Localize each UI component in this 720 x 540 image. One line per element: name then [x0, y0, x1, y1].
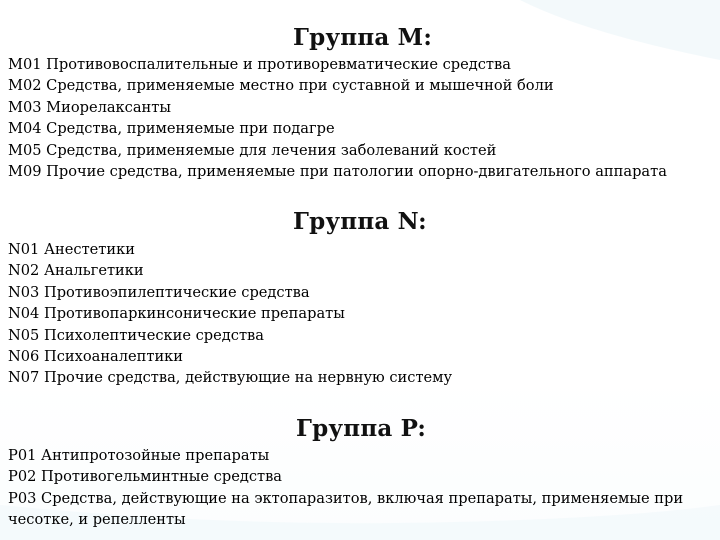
group-n-list	[8, 239, 452, 389]
list-item: N01 Анестетики	[8, 241, 135, 258]
list-item: N07 Прочие средства, действующие на нервную систему	[8, 369, 453, 387]
list-item: M04 Средства, применяемые при подагре	[8, 120, 335, 138]
list-item: N05 Психолептические средства	[8, 326, 264, 344]
list-item: N04 Противопаркинсонические препараты	[8, 305, 345, 323]
list-item: M09 Прочие средства, применяемые при патологии опорно-двигательного аппарата	[8, 163, 667, 181]
group-m-title: Группа M:	[293, 24, 433, 51]
list-item: M03 Миорелаксанты	[8, 98, 171, 116]
group-m-list	[8, 54, 667, 182]
group-n-title: Группа N:	[293, 208, 427, 235]
list-item: M05 Средства, применяемые для лечения заболеваний костей	[8, 141, 497, 159]
list-item: N02 Анальгетики	[8, 262, 144, 280]
list-item: P01 Антипротозойные препараты	[8, 447, 270, 464]
list-item: N06 Психоаналептики	[8, 348, 184, 366]
list-item: P03 Средства, действующие на эктопаразитов, включая препараты, применяемые при чесотке, и репелленты	[8, 489, 684, 529]
group-p-list	[8, 445, 708, 531]
list-item: P02 Противогельминтные средства	[8, 468, 282, 486]
list-item: M01 Противовоспалительные и противоревматические средства	[8, 56, 511, 73]
group-p-title: Группа P:	[296, 415, 427, 442]
list-item: M02 Средства, применяемые местно при суставной и мышечной боли	[8, 77, 554, 95]
list-item: N03 Противоэпилептические средства	[8, 283, 310, 301]
